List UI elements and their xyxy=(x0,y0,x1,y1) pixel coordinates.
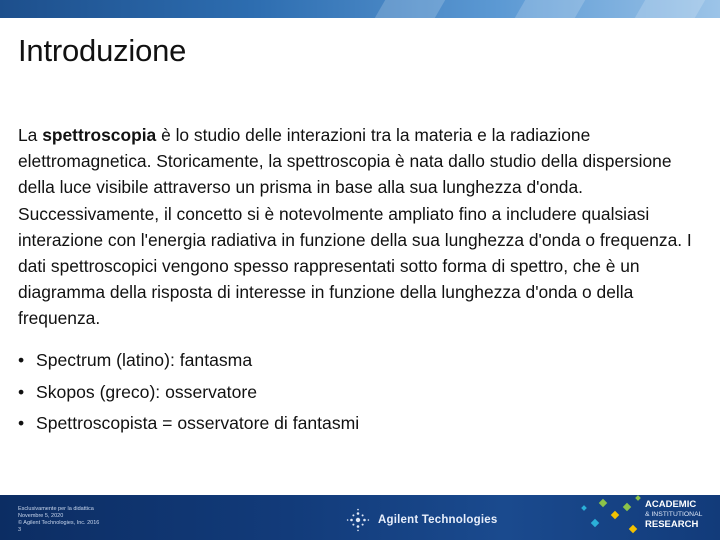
brand-name: Agilent Technologies xyxy=(378,514,498,526)
agilent-spark-icon xyxy=(346,508,370,532)
badge-line: RESEARCH xyxy=(645,519,699,530)
header-banner xyxy=(0,0,720,18)
badge-line: & INSTITUTIONAL xyxy=(645,511,703,518)
bullet-text: Skopos (greco): osservatore xyxy=(36,381,257,402)
slide-title: Introduzione xyxy=(18,33,187,68)
footer-info xyxy=(18,506,99,534)
list-item xyxy=(18,377,359,409)
footer-line: Novembre 5, 2020 xyxy=(18,513,64,519)
footer-line: © Agilent Technologies, Inc. 2016 xyxy=(18,520,100,526)
bullet-dot: • xyxy=(18,381,25,402)
footer-line: Esclusivamente per la didattica xyxy=(18,506,94,512)
paragraph-lead: La xyxy=(18,125,43,145)
bullet-dot: • xyxy=(18,350,25,370)
paragraph-keyword: spettroscopia xyxy=(42,125,157,145)
bullet-text: Spettroscopista = osservatore di fantasmi xyxy=(36,413,360,433)
bullet-list xyxy=(18,345,359,440)
page-number: 3 xyxy=(18,527,22,533)
intro-paragraph xyxy=(18,122,698,332)
badge-line: ACADEMIC xyxy=(645,499,697,510)
agilent-logo xyxy=(346,508,497,532)
bullet-text: Spectrum (latino): fantasma xyxy=(36,350,253,370)
list-item xyxy=(18,345,359,377)
list-item xyxy=(18,408,359,440)
paragraph-body: è lo studio delle interazioni tra la materia e la radiazione elettromagnetica. Storicamente, la spettroscopia è nata dallo studio della dispersione della luce visibile attraverso un prisma in base alla sua lunghezza d'onda. Successivamente, il concetto si è notevolmente ampliato fino a includere qualsiasi interazione con l'energia radiativa in funzione della sua lunghezza d'onda o frequenza. I dati spettroscopici vengono spesso rappresentati sotto forma di spettro, che è un diagramma della risposta di interesse in funzione della lunghezza d'onda o della frequenza. xyxy=(18,125,692,329)
bullet-dot: • xyxy=(18,413,25,433)
research-badge xyxy=(645,500,702,530)
